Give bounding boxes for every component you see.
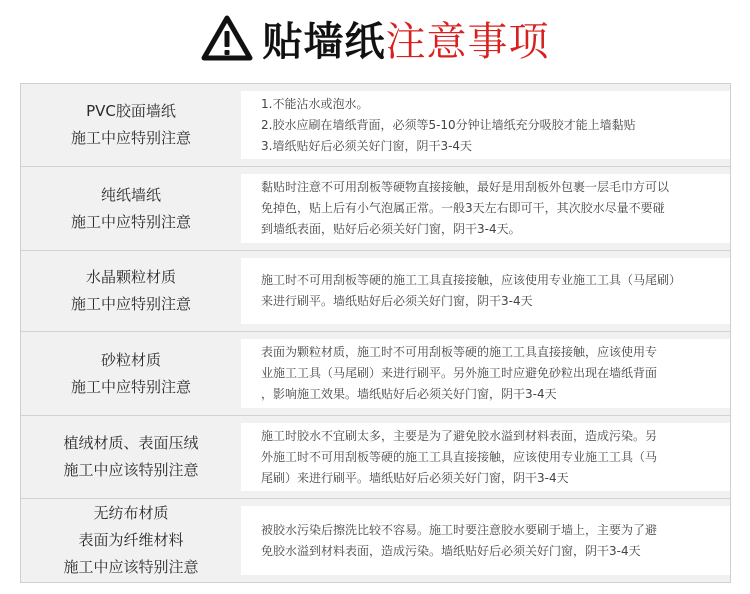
label-line: 无纺布材质 [93,504,169,522]
warning-triangle-icon [201,15,253,61]
desc-line: 到墙纸表面，贴好后必须关好门窗，阴干3-4天。 [261,222,521,236]
desc-line: 免掉色，贴上后有小气泡属正常。一般3天左右即可干，其次胶水尽量不要碰 [261,201,665,215]
title-black-part: 贴墙纸 [262,18,386,65]
row-description [241,332,730,415]
row-label [21,251,241,331]
desc-line: 免胶水溢到材料表面，造成污染。墙纸贴好后必须关好门窗，阴干3-4天 [261,543,641,558]
row-label [21,499,241,582]
label-line: PVC胶面墙纸 [86,102,176,120]
desc-line: 业施工工具（马尾刷）来进行刷平。另外施工时应避免砂粒出现在墙纸背面 [261,366,658,380]
table-row [21,167,730,251]
page-title [263,10,550,67]
row-label [21,167,241,250]
desc-line: 2.胶水应刷在墙纸背面，必须等5-10分钟让墙纸充分吸胶才能上墙黏贴 [261,117,636,132]
row-description [241,499,730,582]
label-line: 施工中应特别注意 [70,377,191,396]
label-line: 植绒材质、表面压绒 [63,434,199,452]
desc-line: 表面为颗粒材质，施工时不可用刮板等硬的施工工具直接接触，应该使用专 [261,345,658,359]
table-row [21,499,730,582]
title-red-part: 注意事项 [385,18,550,65]
row-description [241,84,730,166]
desc-line: 施工时胶水不宜刷太多，主要是为了避免胶水溢到材料表面，造成污染。另 [261,428,658,443]
desc-line: 外施工时不可用刮板等硬的施工工具直接接触，应该使用专业施工工具（马 [261,449,658,464]
desc-line: 被胶水污染后擦洗比较不容易。施工时要注意胶水要刷于墙上，主要为了避 [261,522,658,537]
notes-table [20,83,731,583]
desc-line: 尾刷）来进行刷平。墙纸贴好后必须关好门窗，阴干3-4天 [261,470,569,485]
table-row [21,84,730,167]
label-line: 施工中应该特别注意 [63,461,199,479]
desc-line: 来进行刷平。墙纸贴好后必须关好门窗，阴干3-4天 [261,294,533,308]
label-line: 纯纸墙纸 [100,185,161,204]
page-header [0,0,750,76]
desc-line: 1.不能沾水或泡水。 [261,96,369,111]
desc-line: 施工时不可用刮板等硬的施工工具直接接触，应该使用专业施工工具（马尾刷） [261,273,682,287]
table-row [21,416,730,499]
row-label [21,84,241,166]
desc-line: 3.墙纸贴好后必须关好门窗，阴干3-4天 [261,138,473,153]
label-line: 施工中应特别注意 [70,295,191,313]
desc-line: ，影响施工效果。墙纸贴好后必须关好门窗，阴干3-4天 [261,387,557,401]
label-line: 表面为纤维材料 [78,531,184,549]
label-line: 施工中应该特别注意 [63,558,199,576]
table-row [21,332,730,416]
row-label [21,332,241,415]
row-description [241,416,730,498]
table-row [21,251,730,332]
row-label [21,416,241,498]
label-line: 水晶颗粒材质 [85,268,176,286]
label-line: 施工中应特别注意 [70,212,191,231]
label-line: 砂粒材质 [100,350,161,369]
label-line: 施工中应特别注意 [70,129,191,147]
row-description [241,167,730,250]
row-description [241,251,730,331]
desc-line: 黏贴时注意不可用刮板等硬物直接接触，最好是用刮板外包裹一层毛巾方可以 [261,180,670,194]
